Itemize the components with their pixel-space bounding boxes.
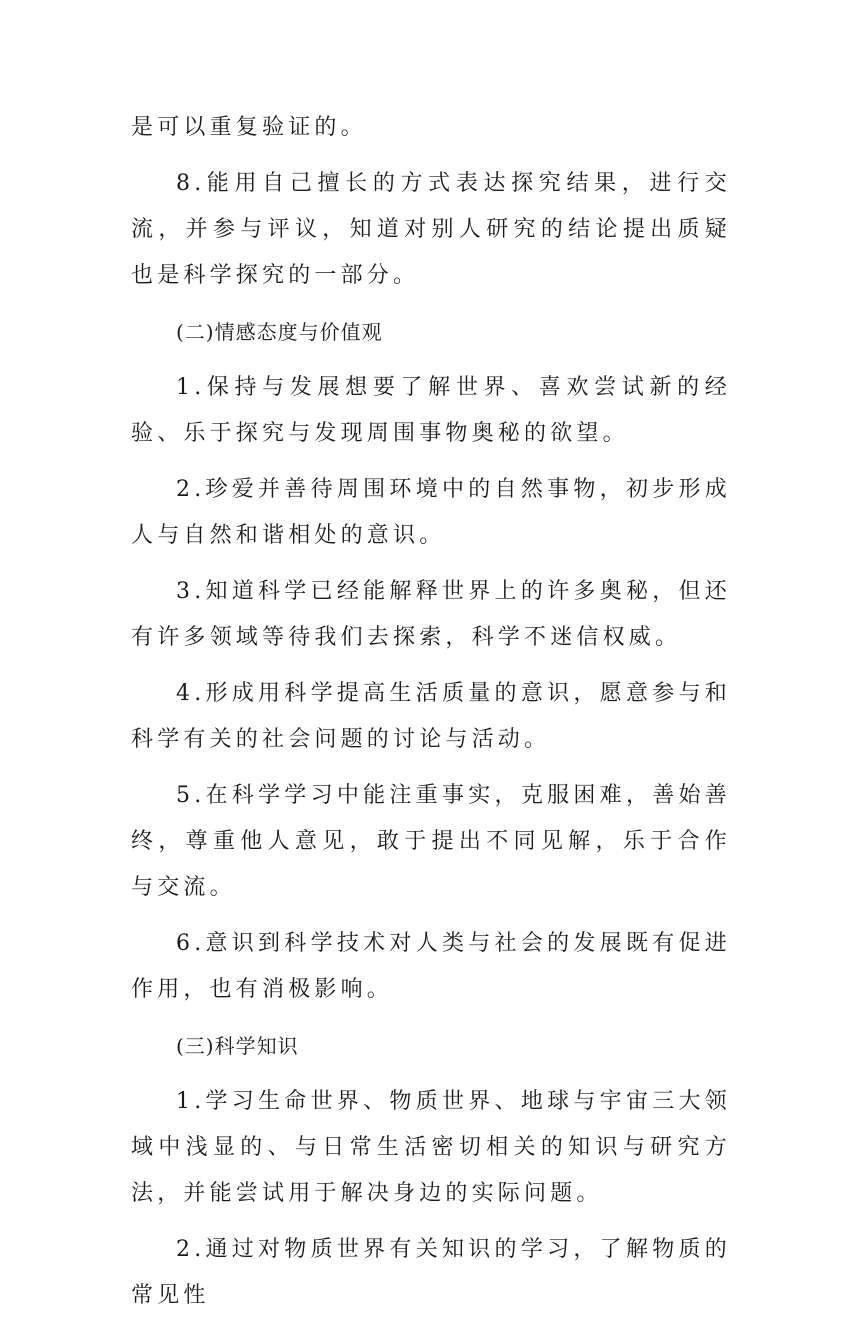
- paragraph-item-8: 8.能用自己擅长的方式表达探究结果，进行交流，并参与评议，知道对别人研究的结论提出质疑也是科学探究的一部分。: [131, 171, 731, 288]
- paragraph-item-5: 5.在科学学习中能注重事实，克服困难，善始善终，尊重他人意见，敢于提出不同见解，乐于合作与交流。: [131, 783, 731, 900]
- paragraph-item-4: 4.形成用科学提高生活质量的意识，愿意参与和科学有关的社会问题的讨论与活动。: [131, 681, 731, 752]
- paragraph-knowledge-item-2: 2.通过对物质世界有关知识的学习，了解物质的常见性: [131, 1237, 731, 1308]
- paragraph-item-6: 6.意识到科学技术对人类与社会的发展既有促进作用，也有消极影响。: [131, 931, 731, 1002]
- paragraph-item-3: 3.知道科学已经能解释世界上的许多奥秘，但还有许多领域等待我们去探索，科学不迷信权威。: [131, 579, 731, 650]
- section-heading-science-knowledge: (三)科学知识: [176, 1034, 299, 1058]
- paragraph-item-2: 2.珍爱并善待周围环境中的自然事物，初步形成人与自然和谐相处的意识。: [131, 477, 731, 548]
- paragraph-knowledge-item-1: 1.学习生命世界、物质世界、地球与宇宙三大领域中浅显的、与日常生活密切相关的知识与研究方法，并能尝试用于解决身边的实际问题。: [131, 1089, 731, 1206]
- paragraph-continuation: 是可以重复验证的。: [131, 115, 367, 140]
- document-body: [131, 105, 731, 1329]
- paragraph-item-1: 1.保持与发展想要了解世界、喜欢尝试新的经验、乐于探究与发现周围事物奥秘的欲望。: [131, 375, 731, 446]
- section-heading-attitudes-values: (二)情感态度与价值观: [176, 320, 383, 344]
